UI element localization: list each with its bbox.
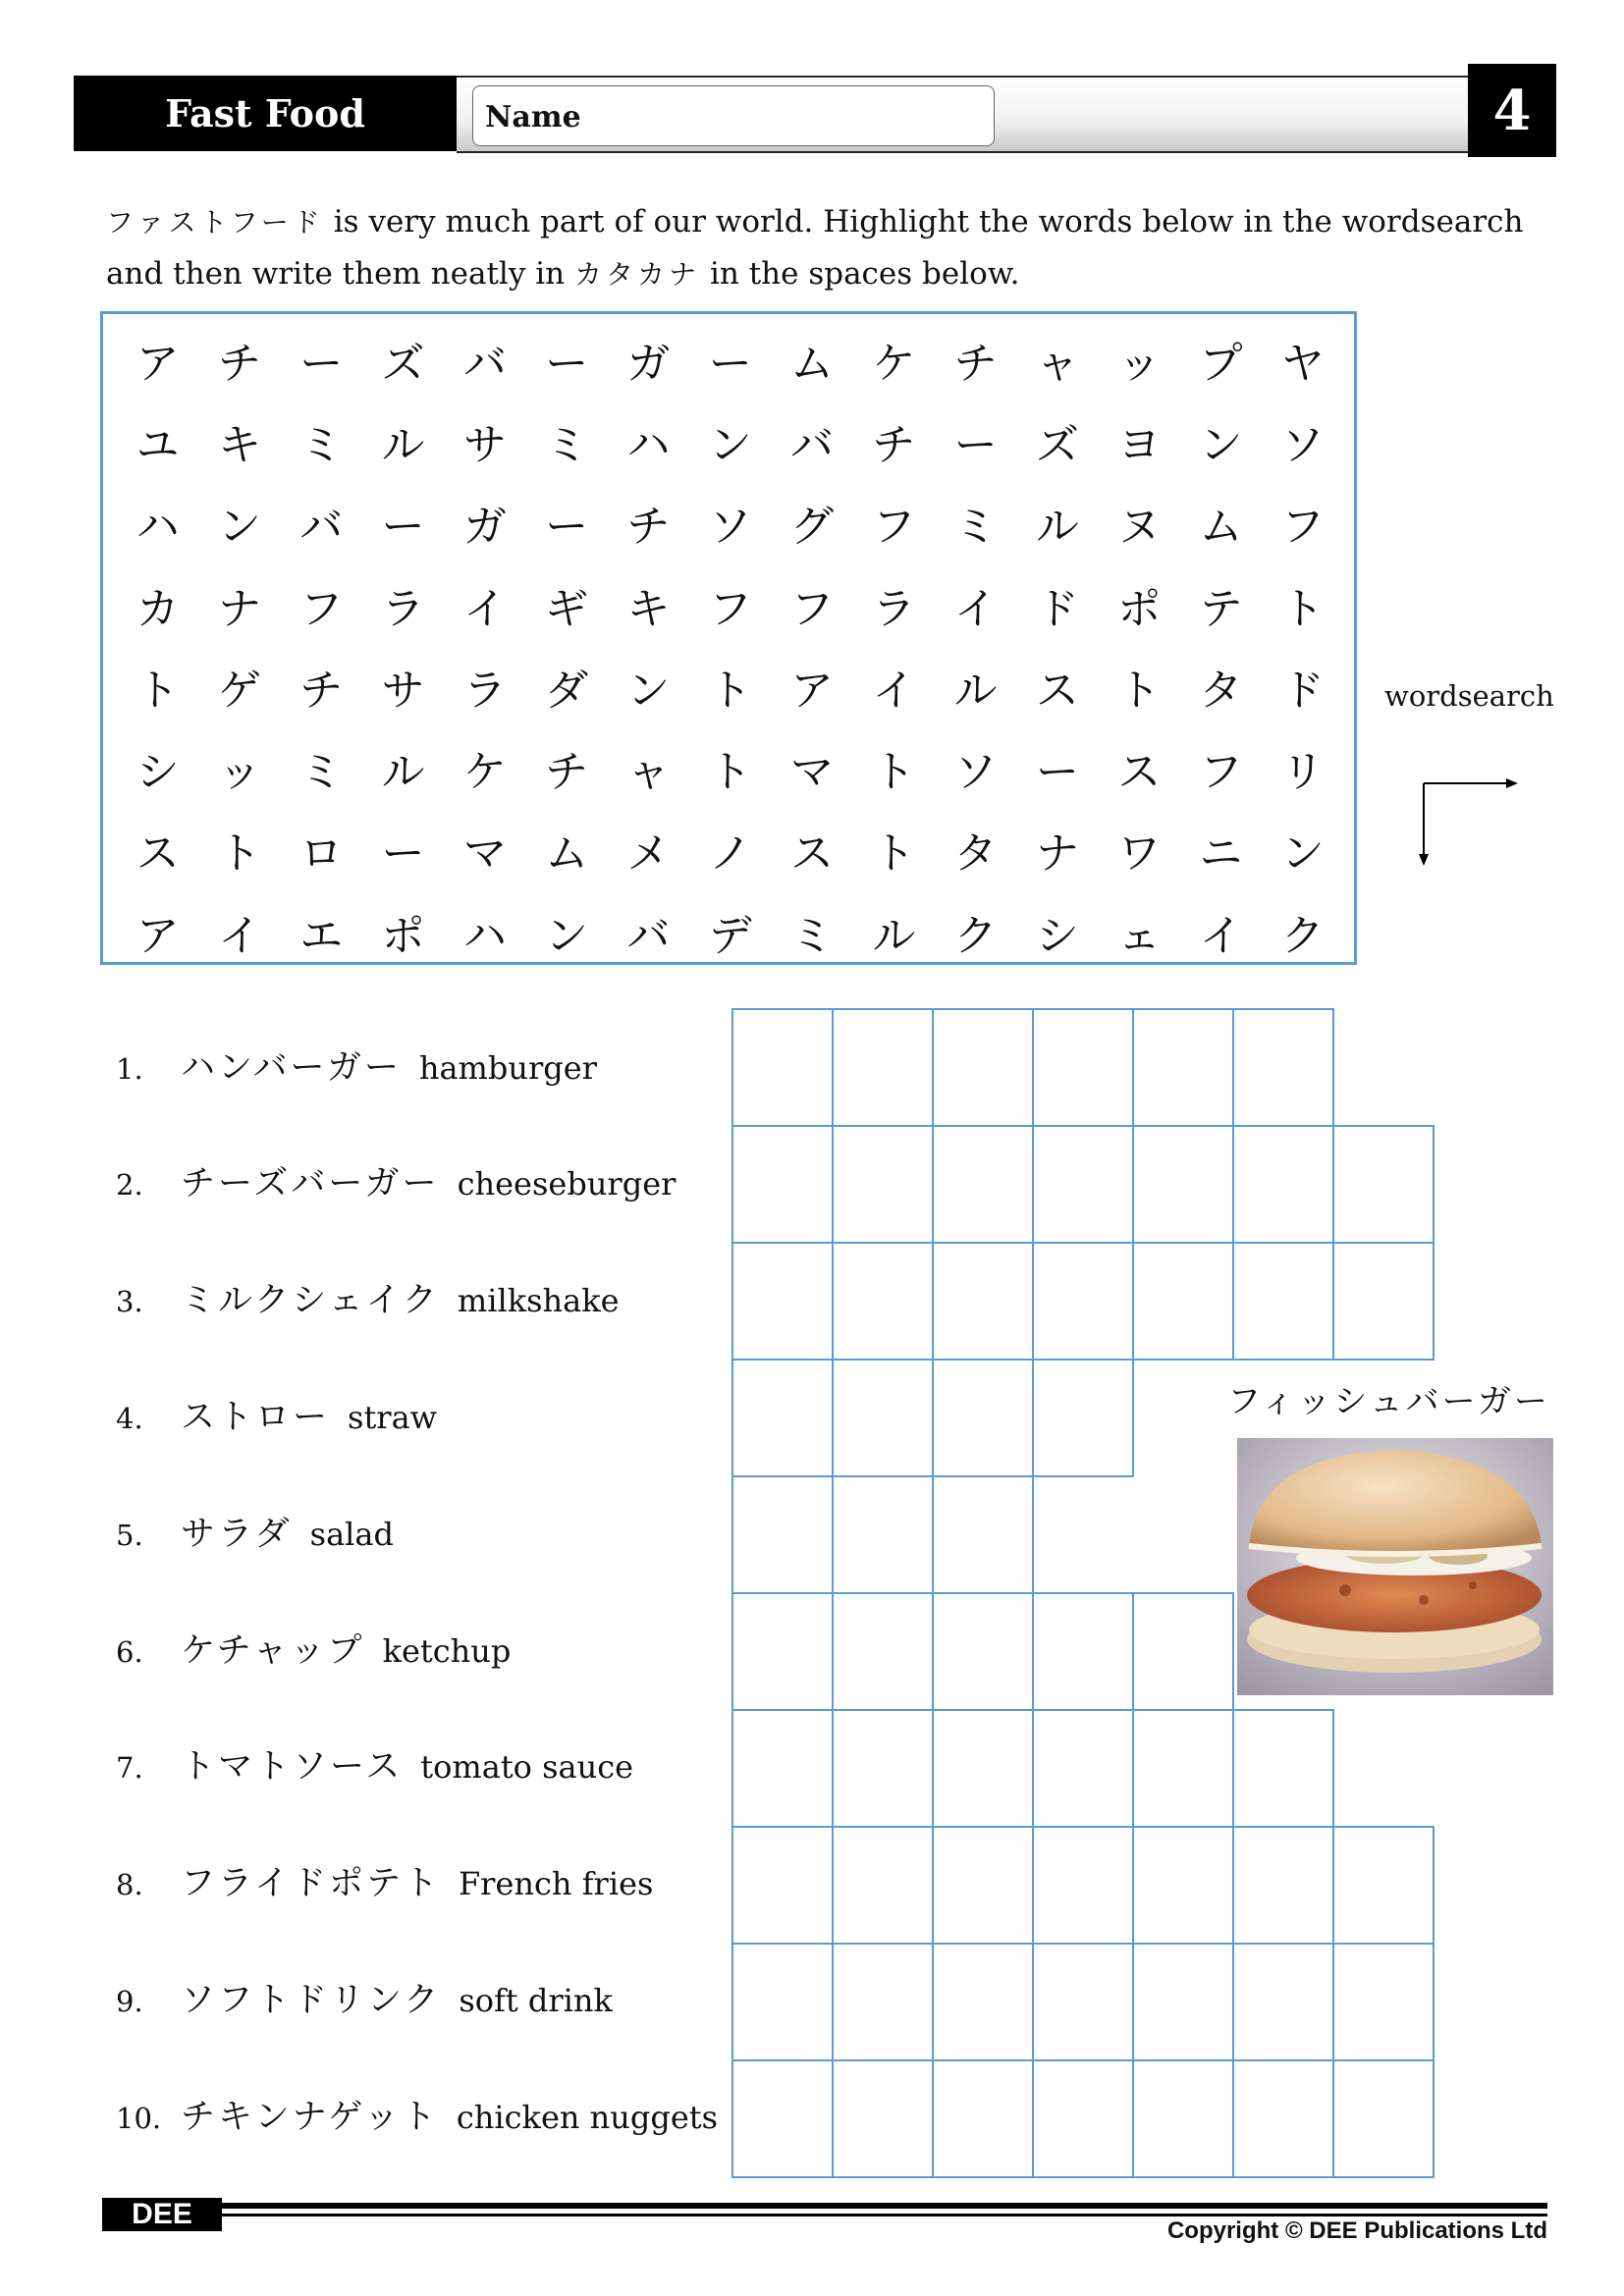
answer-box[interactable]: [1032, 1359, 1134, 1477]
wordsearch-cell[interactable]: ト: [1280, 583, 1325, 634]
answer-box[interactable]: [1132, 1826, 1234, 1945]
wordsearch-cell[interactable]: ミ: [953, 502, 998, 553]
word-katakana: フライドポテト: [181, 1864, 441, 1903]
intro-text-2: and then write them neatly in: [106, 256, 566, 292]
wordsearch-cell[interactable]: ャ: [1035, 338, 1079, 389]
publisher-logo: DEE: [102, 2198, 222, 2231]
answer-box[interactable]: [731, 1359, 834, 1477]
wordsearch-cell[interactable]: ー: [1035, 747, 1079, 798]
answer-row: [731, 1592, 1232, 1709]
wordsearch-cell[interactable]: タ: [953, 828, 998, 880]
intro-jp-katakana: カタカナ: [573, 258, 700, 291]
word-katakana: ストロー: [181, 1398, 331, 1437]
wordsearch-cell[interactable]: ャ: [626, 747, 671, 798]
word-english: soft drink: [459, 1982, 613, 2019]
wordsearch-cell[interactable]: イ: [217, 910, 261, 961]
wordsearch-cell[interactable]: ヌ: [1117, 502, 1162, 553]
direction-arrow-icon: [1414, 774, 1532, 872]
answer-box[interactable]: [832, 1125, 934, 1244]
answer-row: [731, 1709, 1332, 1826]
wordsearch-cell[interactable]: ー: [381, 502, 425, 553]
wordsearch-cell[interactable]: タ: [1199, 665, 1243, 716]
word-english: chicken nuggets: [456, 2099, 719, 2136]
wordsearch-cell[interactable]: ラ: [381, 583, 425, 634]
wordsearch-cell[interactable]: ト: [708, 747, 752, 798]
answer-box[interactable]: [932, 1359, 1034, 1477]
wordsearch-cell[interactable]: プ: [1199, 338, 1243, 389]
wordsearch-cell[interactable]: ル: [381, 747, 425, 798]
word-english: cheeseburger: [457, 1165, 677, 1202]
answer-box[interactable]: [1032, 1709, 1134, 1828]
answer-box[interactable]: [1032, 1008, 1134, 1127]
wordsearch-cell[interactable]: ナ: [217, 583, 261, 634]
answer-box[interactable]: [1232, 1943, 1334, 2061]
word-english: French fries: [458, 1865, 654, 1902]
wordsearch-cell[interactable]: ギ: [545, 583, 589, 634]
wordsearch-label: wordsearch: [1384, 679, 1554, 713]
wordsearch-cell[interactable]: ス: [790, 828, 835, 880]
wordsearch-cell[interactable]: ン: [626, 665, 671, 716]
wordsearch-cell[interactable]: フ: [708, 583, 752, 634]
fishburger-caption: フィッシュバーガー: [1227, 1382, 1550, 1421]
wordsearch-cell[interactable]: ノ: [708, 828, 752, 880]
wordsearch-cell[interactable]: ー: [381, 828, 425, 880]
answer-box[interactable]: [731, 1008, 834, 1127]
word-item: [116, 1507, 394, 1566]
word-katakana: トマトソース: [181, 1747, 404, 1787]
answer-box[interactable]: [1132, 2059, 1234, 2178]
word-item: [116, 1273, 620, 1332]
wordsearch-cell[interactable]: ス: [1035, 665, 1079, 716]
wordsearch-cell[interactable]: ド: [1280, 665, 1325, 716]
wordsearch-cell[interactable]: カ: [135, 583, 180, 634]
answer-box[interactable]: [1232, 1008, 1334, 1127]
wordsearch-cell[interactable]: ニ: [1199, 828, 1243, 880]
wordsearch-cell[interactable]: ト: [217, 828, 261, 880]
wordsearch-cell[interactable]: ッ: [217, 747, 261, 798]
wordsearch-cell[interactable]: ミ: [790, 910, 835, 961]
wordsearch-cell[interactable]: ハ: [135, 502, 180, 553]
wordsearch-cell[interactable]: ト: [872, 828, 916, 880]
answer-box[interactable]: [731, 1592, 834, 1711]
answer-box[interactable]: [731, 2059, 834, 2178]
wordsearch-cell[interactable]: ヤ: [1280, 338, 1325, 389]
answer-box[interactable]: [731, 1943, 834, 2061]
wordsearch-cell[interactable]: ト: [135, 665, 180, 716]
wordsearch-cell[interactable]: ム: [1199, 502, 1243, 553]
wordsearch-grid-box: [100, 311, 1357, 965]
wordsearch-cell[interactable]: フ: [872, 502, 916, 553]
wordsearch-cell[interactable]: ル: [381, 419, 425, 470]
wordsearch-cell[interactable]: キ: [626, 583, 671, 634]
wordsearch-cell[interactable]: ー: [953, 419, 998, 470]
wordsearch-cell[interactable]: イ: [1199, 910, 1243, 961]
answer-box[interactable]: [731, 1709, 834, 1828]
intro-jp-fastfood: ファストフード: [106, 206, 324, 239]
wordsearch-cell[interactable]: ポ: [381, 910, 425, 961]
wordsearch-cell[interactable]: ェ: [1117, 910, 1162, 961]
word-item: [116, 1856, 653, 1915]
wordsearch-cell[interactable]: ズ: [381, 338, 425, 389]
word-number: 2.: [116, 1168, 143, 1201]
wordsearch-cell[interactable]: ー: [545, 502, 589, 553]
wordsearch-cell[interactable]: ラ: [462, 665, 507, 716]
word-english: tomato sauce: [420, 1748, 634, 1786]
answer-box[interactable]: [1132, 1125, 1234, 1244]
wordsearch-cell[interactable]: フ: [1199, 747, 1243, 798]
wordsearch-cell[interactable]: ラ: [872, 583, 916, 634]
wordsearch-cell[interactable]: デ: [708, 910, 752, 961]
wordsearch-cell[interactable]: ソ: [953, 747, 998, 798]
word-english: salad: [309, 1516, 394, 1553]
answer-box[interactable]: [731, 1826, 834, 1945]
wordsearch-cell[interactable]: ル: [953, 665, 998, 716]
wordsearch-cell[interactable]: ユ: [135, 419, 180, 470]
answer-box[interactable]: [1032, 1826, 1134, 1945]
answer-box[interactable]: [1132, 1008, 1234, 1127]
answer-box[interactable]: [1132, 1242, 1234, 1361]
answer-box[interactable]: [832, 1943, 934, 2061]
wordsearch-cell[interactable]: イ: [462, 583, 507, 634]
instructions: [106, 196, 1559, 300]
wordsearch-cell[interactable]: リ: [1280, 747, 1325, 798]
word-item: [116, 1973, 613, 2032]
wordsearch-cell[interactable]: ス: [1117, 747, 1162, 798]
wordsearch-grid: [117, 318, 1343, 972]
answer-box[interactable]: [1232, 1709, 1334, 1828]
wordsearch-cell[interactable]: バ: [626, 910, 671, 961]
wordsearch-cell[interactable]: サ: [381, 665, 425, 716]
wordsearch-cell[interactable]: ク: [1280, 910, 1325, 961]
answer-box[interactable]: [1132, 1709, 1234, 1828]
answer-row: [731, 1475, 1032, 1592]
copyright-notice: Copyright © DEE Publications Ltd: [1166, 2217, 1547, 2244]
answer-box[interactable]: [832, 2059, 934, 2178]
wordsearch-cell[interactable]: ー: [299, 338, 344, 389]
word-item: [116, 1390, 437, 1449]
wordsearch-cell[interactable]: サ: [462, 419, 507, 470]
word-english: straw: [348, 1399, 438, 1436]
answer-box[interactable]: [731, 1475, 834, 1594]
wordsearch-cell[interactable]: ー: [545, 338, 589, 389]
word-katakana: ミルクシェイク: [181, 1281, 440, 1320]
wordsearch-cell[interactable]: ト: [1117, 665, 1162, 716]
wordsearch-cell[interactable]: エ: [299, 910, 344, 961]
answer-box[interactable]: [1232, 2059, 1334, 2178]
answer-box[interactable]: [1332, 1826, 1435, 1945]
wordsearch-cell[interactable]: ケ: [462, 747, 507, 798]
answer-box[interactable]: [832, 1826, 934, 1945]
answer-box[interactable]: [932, 1242, 1034, 1361]
wordsearch-cell[interactable]: イ: [953, 583, 998, 634]
wordsearch-cell[interactable]: ミ: [545, 419, 589, 470]
answer-box[interactable]: [832, 1008, 934, 1127]
answer-box[interactable]: [1032, 1592, 1134, 1711]
word-english: milkshake: [457, 1282, 620, 1319]
wordsearch-cell[interactable]: バ: [299, 502, 344, 553]
wordsearch-cell[interactable]: ン: [217, 502, 261, 553]
wordsearch-cell[interactable]: ン: [1199, 419, 1243, 470]
answer-row: [731, 1242, 1433, 1359]
wordsearch-cell[interactable]: キ: [217, 419, 261, 470]
worksheet-header: [74, 76, 1556, 154]
wordsearch-cell[interactable]: フ: [299, 583, 344, 634]
wordsearch-cell[interactable]: バ: [462, 338, 507, 389]
word-number: 5.: [116, 1519, 143, 1552]
name-field[interactable]: [472, 85, 995, 146]
word-number: 4.: [116, 1402, 143, 1435]
word-katakana: ソフトドリンク: [181, 1981, 442, 2020]
word-number: 3.: [116, 1285, 143, 1318]
wordsearch-cell[interactable]: メ: [626, 828, 671, 880]
wordsearch-cell[interactable]: ン: [1280, 828, 1325, 880]
wordsearch-cell[interactable]: ン: [545, 910, 589, 961]
answer-box[interactable]: [932, 1709, 1034, 1828]
answer-box[interactable]: [932, 1008, 1034, 1127]
wordsearch-cell[interactable]: ナ: [1035, 828, 1079, 880]
word-katakana: チキンナゲット: [181, 2098, 439, 2137]
wordsearch-cell[interactable]: ト: [708, 665, 752, 716]
wordsearch-cell[interactable]: ハ: [626, 419, 671, 470]
answer-box[interactable]: [832, 1475, 934, 1594]
wordsearch-cell[interactable]: ズ: [1035, 419, 1079, 470]
answer-box[interactable]: [731, 1242, 834, 1361]
answer-box[interactable]: [1032, 2059, 1134, 2178]
intro-text-3: in the spaces below.: [709, 256, 1020, 292]
answer-box[interactable]: [932, 2059, 1034, 2178]
answer-box[interactable]: [932, 1125, 1034, 1244]
answer-box[interactable]: [932, 1826, 1034, 1945]
word-item: [116, 1156, 676, 1215]
word-katakana: サラダ: [181, 1515, 293, 1554]
answer-box[interactable]: [1332, 2059, 1435, 2178]
footer-divider-thin: [222, 2214, 1547, 2216]
word-katakana: チーズバーガー: [181, 1164, 440, 1203]
answer-box[interactable]: [832, 1359, 934, 1477]
answer-box[interactable]: [1032, 1943, 1134, 2061]
wordsearch-cell[interactable]: ロ: [299, 828, 344, 880]
wordsearch-cell[interactable]: イ: [872, 665, 916, 716]
wordsearch-cell[interactable]: ス: [135, 828, 180, 880]
wordsearch-cell[interactable]: ポ: [1117, 583, 1162, 634]
word-english: ketchup: [382, 1632, 512, 1670]
wordsearch-cell[interactable]: フ: [790, 583, 835, 634]
answer-box[interactable]: [731, 1125, 834, 1244]
wordsearch-cell[interactable]: マ: [790, 747, 835, 798]
wordsearch-cell[interactable]: ガ: [626, 338, 671, 389]
answer-row: [731, 1826, 1433, 1943]
wordsearch-cell[interactable]: ド: [1035, 583, 1079, 634]
wordsearch-cell[interactable]: ワ: [1117, 828, 1162, 880]
answer-box[interactable]: [1032, 1125, 1134, 1244]
wordsearch-cell[interactable]: ク: [953, 910, 998, 961]
wordsearch-cell[interactable]: ア: [790, 665, 835, 716]
wordsearch-cell[interactable]: ミ: [299, 747, 344, 798]
footer-divider: [222, 2203, 1547, 2209]
answer-box[interactable]: [932, 1943, 1034, 2061]
word-item: [116, 1624, 511, 1682]
word-number: 10.: [116, 2102, 162, 2135]
word-number: 8.: [116, 1868, 143, 1901]
wordsearch-cell[interactable]: シ: [1035, 910, 1079, 961]
word-number: 6.: [116, 1635, 143, 1669]
wordsearch-cell[interactable]: バ: [790, 419, 835, 470]
name-label: Name: [485, 100, 581, 134]
word-katakana: ハンバーガー: [181, 1048, 402, 1088]
worksheet-title: Fast Food: [74, 76, 457, 151]
word-item: [116, 1041, 597, 1099]
wordsearch-cell[interactable]: ガ: [462, 502, 507, 553]
answer-box[interactable]: [1232, 1125, 1334, 1244]
word-number: 9.: [116, 1985, 143, 2018]
answer-box[interactable]: [1332, 1125, 1435, 1244]
answer-row: [731, 1008, 1332, 1125]
wordsearch-cell[interactable]: ア: [135, 910, 180, 961]
wordsearch-cell[interactable]: ハ: [462, 910, 507, 961]
answer-row: [731, 1125, 1433, 1242]
wordsearch-cell[interactable]: ソ: [708, 502, 752, 553]
wordsearch-cell[interactable]: グ: [790, 502, 835, 553]
word-number: 1.: [116, 1052, 143, 1086]
answer-box[interactable]: [932, 1475, 1034, 1594]
wordsearch-cell[interactable]: チ: [626, 502, 671, 553]
answer-box[interactable]: [1132, 1592, 1234, 1711]
wordsearch-cell[interactable]: チ: [217, 338, 261, 389]
wordsearch-cell[interactable]: ム: [790, 338, 835, 389]
wordsearch-cell[interactable]: ト: [872, 747, 916, 798]
wordsearch-cell[interactable]: チ: [299, 665, 344, 716]
answer-box[interactable]: [1032, 1242, 1134, 1361]
wordsearch-cell[interactable]: チ: [545, 747, 589, 798]
word-number: 7.: [116, 1751, 143, 1785]
wordsearch-cell[interactable]: ッ: [1117, 338, 1162, 389]
wordsearch-cell[interactable]: ゲ: [217, 665, 261, 716]
wordsearch-cell[interactable]: ー: [708, 338, 752, 389]
wordsearch-cell[interactable]: ル: [1035, 502, 1079, 553]
wordsearch-cell[interactable]: ア: [135, 338, 180, 389]
word-item: [116, 1739, 633, 1798]
wordsearch-cell[interactable]: ム: [545, 828, 589, 880]
answer-box[interactable]: [1332, 1242, 1435, 1361]
wordsearch-cell[interactable]: ミ: [299, 419, 344, 470]
wordsearch-cell[interactable]: ル: [872, 910, 916, 961]
intro-text-1: is very much part of our world. Highlight the words below in the wordsearch: [333, 204, 1524, 240]
sheet-number: 4: [1468, 64, 1556, 157]
word-english: hamburger: [418, 1049, 597, 1087]
answer-box[interactable]: [832, 1592, 934, 1711]
answer-row: [731, 1943, 1433, 2059]
word-item: [116, 2090, 718, 2149]
wordsearch-cell[interactable]: テ: [1199, 583, 1243, 634]
wordsearch-cell[interactable]: ソ: [1280, 419, 1325, 470]
wordsearch-cell[interactable]: ヨ: [1117, 419, 1162, 470]
answer-box[interactable]: [1232, 1826, 1334, 1945]
wordsearch-cell[interactable]: チ: [872, 419, 916, 470]
answer-row: [731, 2059, 1433, 2176]
answer-box[interactable]: [1332, 1943, 1435, 2061]
wordsearch-cell[interactable]: マ: [462, 828, 507, 880]
answer-row: [731, 1359, 1132, 1475]
answer-box[interactable]: [1232, 1242, 1334, 1361]
answer-box[interactable]: [832, 1709, 934, 1828]
wordsearch-cell[interactable]: チ: [953, 338, 998, 389]
name-bar: [457, 76, 1468, 153]
wordsearch-cell[interactable]: シ: [135, 747, 180, 798]
answer-box[interactable]: [932, 1592, 1034, 1711]
wordsearch-cell[interactable]: ダ: [545, 665, 589, 716]
wordsearch-cell[interactable]: ン: [708, 419, 752, 470]
fishburger-photo: [1237, 1438, 1553, 1695]
word-katakana: ケチャップ: [181, 1631, 365, 1671]
answer-box[interactable]: [1132, 1943, 1234, 2061]
wordsearch-cell[interactable]: フ: [1280, 502, 1325, 553]
wordsearch-cell[interactable]: ケ: [872, 338, 916, 389]
answer-box[interactable]: [832, 1242, 934, 1361]
